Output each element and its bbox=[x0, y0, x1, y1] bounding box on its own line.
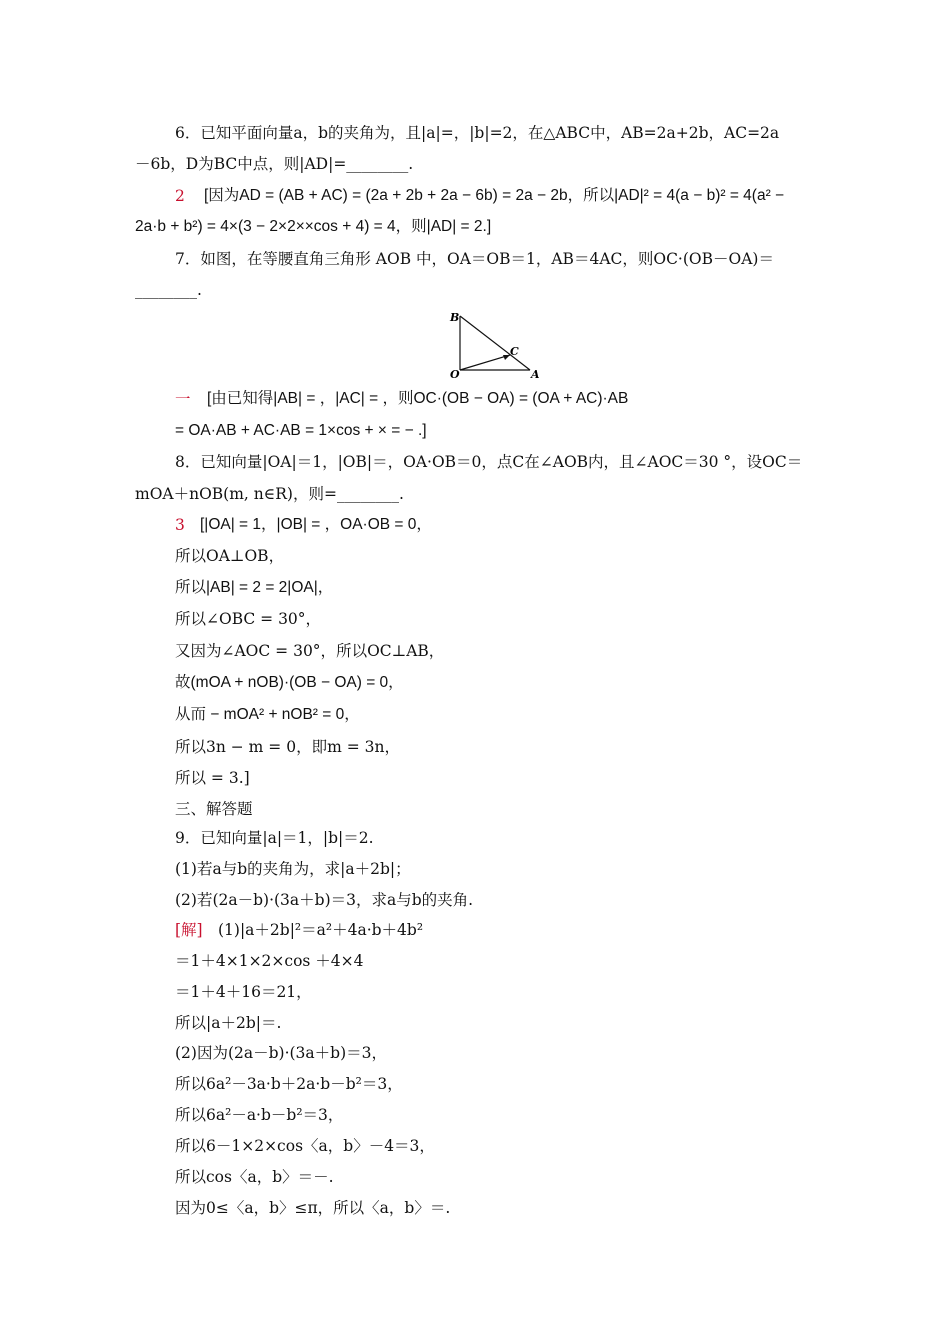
line-q9-solution-9: 所以cos〈a，b〉＝－. bbox=[175, 1168, 334, 1186]
answer-q7: 一 bbox=[175, 390, 191, 408]
answer-q9-tag: [解] bbox=[175, 921, 203, 939]
line-q9-solution-5: (2)因为(2a－b)·(3a＋b)＝3， bbox=[175, 1044, 387, 1062]
line-q6-2: －6b，D为BC中点，则|AD|=________. bbox=[135, 155, 414, 173]
line-q9-3: (2)若(2a－b)·(3a＋b)＝3，求a与b的夹角. bbox=[175, 891, 474, 909]
line-q9-solution-10: 因为0≤〈a，b〉≤π，所以〈a，b〉＝. bbox=[175, 1199, 451, 1217]
figure-edge-ab bbox=[460, 316, 530, 370]
line-q8-solution-6: 故(mOA + nOB)·(OB − OA) = 0， bbox=[175, 674, 404, 691]
line-q9-solution-3: ＝1＋4＋16＝21， bbox=[175, 983, 312, 1001]
line-q8-solution-1: [|OA| = 1，|OB| = ，OA·OB = 0， bbox=[200, 516, 432, 533]
line-q7-2: ________. bbox=[135, 281, 202, 299]
line-q9-1: 9．已知向量|a|＝1，|b|＝2. bbox=[175, 829, 374, 847]
figure-label-c: C bbox=[510, 345, 519, 358]
line-q7-solution-1: [由已知得|AB| = ，|AC| = ，则OC·(OB − OA) = (OA + AC)·AB bbox=[207, 390, 629, 407]
answer-q6: 2 bbox=[175, 187, 185, 205]
line-q9-solution-7: 所以6a²－a·b－b²＝3， bbox=[175, 1106, 344, 1124]
line-q6-solution-1: [因为AD = (AB + AC) = (2a + 2b + 2a − 6b) = 2a − 2b，所以|AD|² = 4(a − b)² = 4(a² − bbox=[204, 187, 785, 204]
figure-arrowhead bbox=[503, 355, 510, 360]
line-q8-2: mOA＋nOB(m, n∈R)，则=________. bbox=[135, 485, 404, 503]
line-q9-solution-6: 所以6a²－3a·b＋2a·b－b²＝3， bbox=[175, 1075, 403, 1093]
line-q6-solution-2: 2a·b + b²) = 4×(3 − 2×2××cos + 4) = 4，则|AD| = 2.] bbox=[135, 218, 492, 235]
line-q9-solution-1: (1)|a＋2b|²＝a²＋4a·b＋4b² bbox=[218, 921, 424, 939]
line-q7-1: 7．如图，在等腰直角三角形 AOB 中，OA＝OB＝1，AB＝4AC，则OC·(OB－OA)＝ bbox=[175, 250, 774, 268]
line-q7-solution-2: = OA·AB + AC·AB = 1×cos + × = − .] bbox=[175, 422, 427, 439]
section-heading-solutions: 三、解答题 bbox=[175, 800, 253, 818]
line-q8-solution-3: 所以|AB| = 2 = 2|OA|， bbox=[175, 579, 334, 596]
line-q9-2: (1)若a与b的夹角为，求|a＋2b|； bbox=[175, 860, 411, 878]
line-q8-1: 8．已知向量|OA|＝1，|OB|＝，OA·OB＝0，点C在∠AOB内，且∠AOC＝30 °，设OC＝ bbox=[175, 453, 803, 471]
figure-vector-oc bbox=[460, 355, 510, 370]
triangle-figure bbox=[446, 308, 542, 382]
line-q8-solution-4: 所以∠OBC = 30°， bbox=[175, 610, 322, 628]
line-q9-solution-8: 所以6－1×2×cos〈a，b〉－4＝3， bbox=[175, 1137, 435, 1155]
answer-q8: 3 bbox=[175, 516, 185, 534]
line-q8-solution-8: 所以3n − m = 0，即m = 3n， bbox=[175, 738, 400, 756]
line-q6-1: 6．已知平面向量a，b的夹角为，且|a|=，|b|=2，在△ABC中，AB=2a+2b，AC=2a bbox=[175, 124, 780, 142]
line-q8-solution-9: 所以 = 3.] bbox=[175, 769, 250, 787]
figure-label-o: O bbox=[450, 368, 460, 381]
figure-label-a: A bbox=[531, 368, 540, 381]
line-q9-solution-4: 所以|a＋2b|＝. bbox=[175, 1014, 282, 1032]
line-q8-solution-2: 所以OA⊥OB， bbox=[175, 547, 285, 565]
line-q9-solution-2: ＝1＋4×1×2×cos ＋4×4 bbox=[175, 952, 364, 970]
line-q8-solution-5: 又因为∠AOC = 30°，所以OC⊥AB， bbox=[175, 642, 445, 660]
line-q8-solution-7: 从而 − mOA² + nOB² = 0， bbox=[175, 706, 360, 723]
figure-label-b: B bbox=[450, 311, 460, 324]
